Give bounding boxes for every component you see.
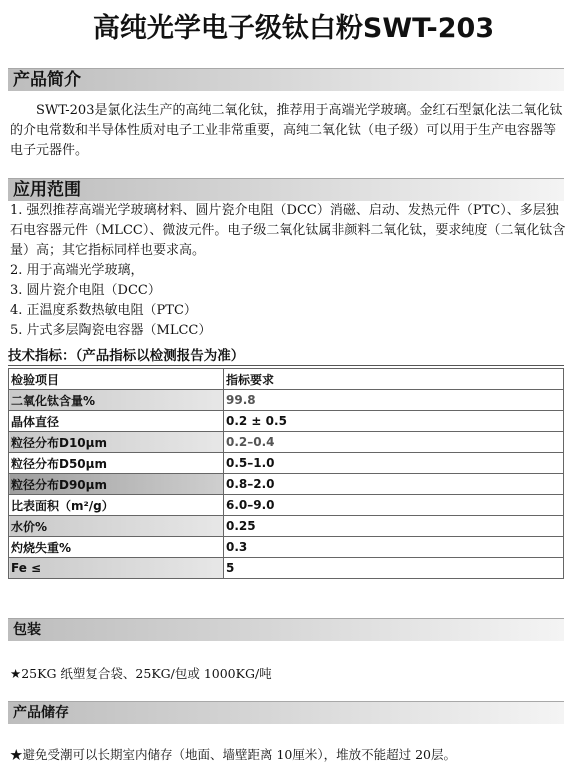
table-row xyxy=(9,516,564,537)
list-item: 5. 片式多层陶瓷电容器（MLCC） xyxy=(10,323,212,338)
section-heading: 包装 xyxy=(13,622,41,638)
table-cell-item: 比表面积（m²/g） xyxy=(9,495,224,516)
section-heading: 产品储存 xyxy=(13,705,69,721)
storage-text: ★避免受潮可以长期室内储存（地面、墙壁距离 10厘米），堆放不能超过 20层。 xyxy=(10,747,457,762)
table-cell-item: 二氧化钛含量% xyxy=(9,390,224,411)
table-header-row xyxy=(9,369,564,390)
tech-spec-heading: 技术指标：（产品指标以检测报告为准） xyxy=(8,347,564,366)
section-header-storage xyxy=(8,701,564,724)
table-cell-value: 0.8–2.0 xyxy=(224,474,564,495)
section-heading: 应用范围 xyxy=(13,180,81,200)
table-cell-value: 6.0–9.0 xyxy=(224,495,564,516)
list-item: 4. 正温度系数热敏电阻（PTC） xyxy=(10,303,197,318)
page-title: 高纯光学电子级钛白粉SWT-203 xyxy=(92,13,495,44)
section-heading: 产品简介 xyxy=(13,70,81,90)
list-item: 1. 强烈推荐高端光学玻璃材料、圆片瓷介电阻（DCC）消磁、启动、发热元件（PTC）、多层独石电容器元件（MLCC）、微波元件。电子级二氧化钛属非颜料二氧化钛，要求纯度（二氧化钛含量）高；其它指标同样也要求高。 xyxy=(10,203,566,258)
table-cell-item: 粒径分布D10μm xyxy=(9,432,224,453)
section-header-application xyxy=(8,178,564,201)
table-cell-item: 粒径分布D50μm xyxy=(9,453,224,474)
table-row xyxy=(9,390,564,411)
table-cell-value: 5 xyxy=(224,558,564,579)
table-row xyxy=(9,495,564,516)
table-cell-item: Fe ≤ xyxy=(9,558,224,579)
table-cell-value: 99.8 xyxy=(224,390,564,411)
spec-table xyxy=(8,368,564,579)
table-row xyxy=(9,411,564,432)
section-header-packaging xyxy=(8,618,564,641)
table-cell-value: 0.3 xyxy=(224,537,564,558)
packaging-text: ★25KG 纸塑复合袋、25KG/包或 1000KG/吨 xyxy=(10,666,272,681)
intro-paragraph: SWT-203是氯化法生产的高纯二氧化钛，推荐用于高端光学玻璃。金红石型氯化法二氧化钛的介电常数和半导体性质对电子工业非常重要，高纯二氧化钛（电子级）可以用于生产电容器等电子元器件。 xyxy=(10,103,563,158)
list-item: 3. 圆片瓷介电阻（DCC） xyxy=(10,283,161,298)
table-cell-value: 0.25 xyxy=(224,516,564,537)
table-row xyxy=(9,537,564,558)
table-row xyxy=(9,474,564,495)
table-header-cell: 指标要求 xyxy=(224,369,564,390)
table-cell-item: 晶体直径 xyxy=(9,411,224,432)
table-cell-value: 0.5–1.0 xyxy=(224,453,564,474)
table-cell-value: 0.2–0.4 xyxy=(224,432,564,453)
table-cell-value: 0.2 ± 0.5 xyxy=(224,411,564,432)
application-list xyxy=(10,201,566,341)
table-header-cell: 检验项目 xyxy=(9,369,224,390)
list-item: 2. 用于高端光学玻璃， xyxy=(10,263,144,278)
table-cell-item: 粒径分布D90μm xyxy=(9,474,224,495)
table-row xyxy=(9,432,564,453)
table-row xyxy=(9,453,564,474)
table-row xyxy=(9,558,564,579)
section-header-intro xyxy=(8,68,564,91)
table-cell-item: 灼烧失重% xyxy=(9,537,224,558)
table-cell-item: 水价% xyxy=(9,516,224,537)
